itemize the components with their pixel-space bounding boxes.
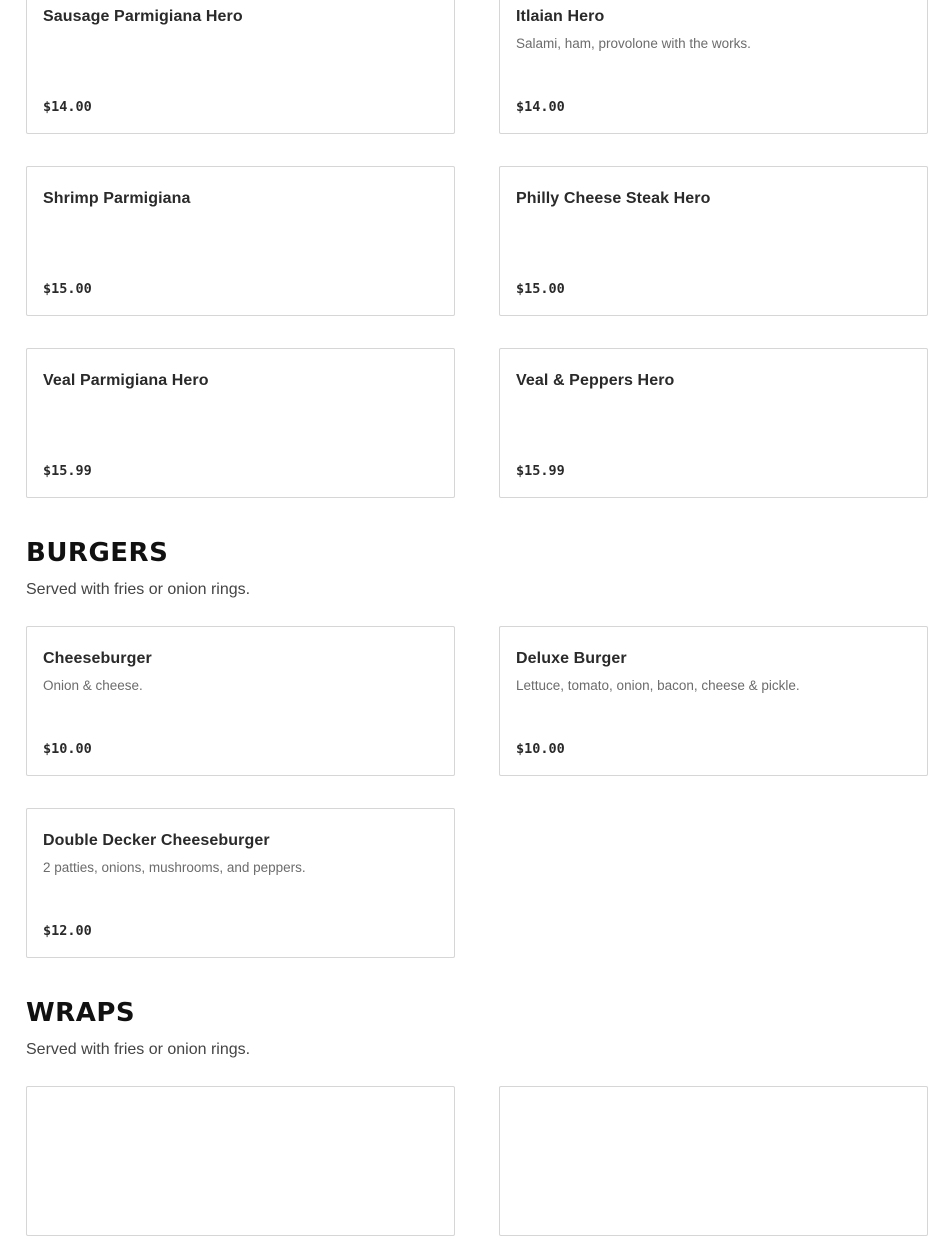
item-name: Sausage Parmigiana Hero: [43, 8, 243, 25]
item-name: Cheeseburger: [43, 650, 152, 667]
menu-item-card[interactable]: [26, 348, 455, 498]
item-name: Itlaian Hero: [516, 8, 605, 25]
menu-item-card[interactable]: [499, 1086, 928, 1236]
item-price: $14.00: [516, 99, 565, 115]
menu-item-card[interactable]: [499, 166, 928, 316]
item-description: Lettuce, tomato, onion, bacon, cheese & pickle.: [516, 678, 800, 693]
item-price: $15.00: [516, 281, 565, 297]
section-subtitle-burgers: Served with fries or onion rings.: [26, 581, 251, 598]
item-price: $12.00: [43, 923, 92, 939]
menu-item-card[interactable]: [499, 0, 928, 134]
item-name: Deluxe Burger: [516, 650, 627, 667]
item-price: $14.00: [43, 99, 92, 115]
item-name: Shrimp Parmigiana: [43, 190, 191, 207]
section-subtitle-wraps: Served with fries or onion rings.: [26, 1041, 251, 1058]
menu-item-card[interactable]: [26, 626, 455, 776]
item-price: $15.99: [43, 463, 92, 479]
item-price: $15.00: [43, 281, 92, 297]
menu-item-card[interactable]: [26, 0, 455, 134]
section-title-burgers: BURGERS: [26, 538, 169, 568]
menu-item-card[interactable]: [499, 626, 928, 776]
menu-item-card[interactable]: [26, 166, 455, 316]
item-description: Salami, ham, provolone with the works.: [516, 36, 751, 51]
menu-item-card[interactable]: [26, 808, 455, 958]
item-name: Veal Parmigiana Hero: [43, 372, 209, 389]
item-price: $10.00: [43, 741, 92, 757]
item-description: Onion & cheese.: [43, 678, 143, 693]
menu-item-card[interactable]: [499, 348, 928, 498]
item-price: $15.99: [516, 463, 565, 479]
menu-item-card[interactable]: [26, 1086, 455, 1236]
item-name: Philly Cheese Steak Hero: [516, 190, 711, 207]
item-name: Veal & Peppers Hero: [516, 372, 675, 389]
item-price: $10.00: [516, 741, 565, 757]
item-name: Double Decker Cheeseburger: [43, 832, 270, 849]
section-title-wraps: WRAPS: [26, 998, 136, 1028]
item-description: 2 patties, onions, mushrooms, and peppers.: [43, 860, 306, 875]
